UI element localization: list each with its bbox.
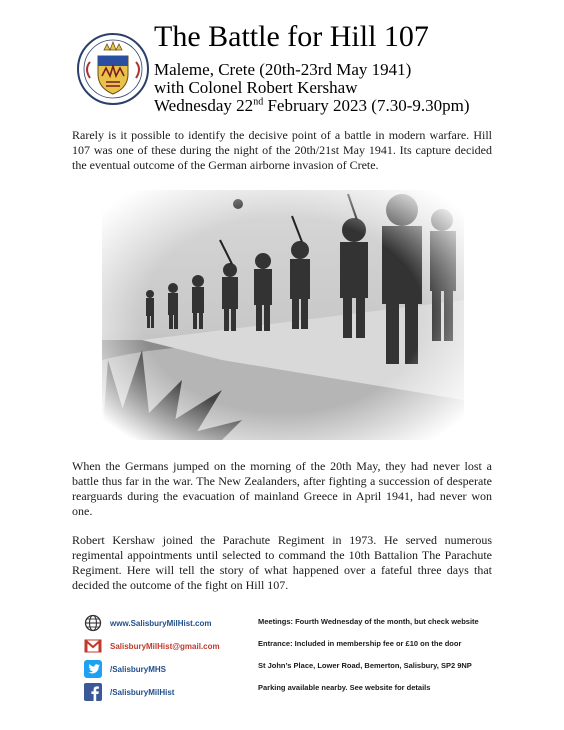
globe-icon bbox=[84, 614, 102, 632]
event-date bbox=[154, 96, 470, 116]
event-date-suffix: February 2023 (7.30-9.30pm) bbox=[263, 96, 470, 115]
facebook-text: /SalisburyMilHist bbox=[110, 687, 175, 697]
website-text: www.SalisburyMilHist.com bbox=[110, 618, 212, 628]
germans-paragraph: When the Germans jumped on the morning of the 20th May, they had never lost a battle thus far in the war. The New Zealanders, after fighting a succession of desperate rearguards during the evacuation of mainland Greece in April 1941, had never won one. bbox=[72, 459, 492, 518]
event-date-prefix: Wednesday 22 bbox=[154, 96, 254, 115]
address-info: St John’s Place, Lower Road, Bemerton, Salisbury, SP2 9NP bbox=[258, 661, 472, 670]
soldiers-marching-photo bbox=[102, 190, 464, 440]
email-link[interactable] bbox=[84, 635, 254, 657]
society-crest-icon bbox=[76, 32, 150, 106]
twitter-text: /SalisburyMHS bbox=[110, 664, 167, 674]
contact-list bbox=[84, 612, 254, 704]
speaker-bio-paragraph: Robert Kershaw joined the Parachute Regiment in 1973. He served numerous regimental appointments until selected to command the 10th Battalion The Parachute Regiment. Here will tell the story of what happened over a fateful three days that decided the outcome of the fight on Hill 107. bbox=[72, 533, 492, 592]
event-speaker: with Colonel Robert Kershaw bbox=[154, 78, 358, 97]
parking-info: Parking available nearby. See website for details bbox=[258, 683, 431, 692]
website-link[interactable] bbox=[84, 612, 254, 634]
event-info bbox=[258, 617, 548, 705]
intro-paragraph: Rarely is it possible to identify the decisive point of a battle in modern warfare. Hill 107 was one of these during the night of the 20th/21st May 1941. Its capture decided the eventual outcome of the German airborne invasion of Crete. bbox=[72, 128, 492, 172]
event-location: Maleme, Crete (20th-23rd May 1941) bbox=[154, 60, 412, 79]
twitter-link[interactable] bbox=[84, 658, 254, 680]
entrance-info: Entrance: Included in membership fee or £10 on the door bbox=[258, 639, 462, 648]
twitter-icon bbox=[84, 660, 102, 678]
email-text: SalisburyMilHist@gmail.com bbox=[110, 641, 220, 651]
event-date-ordinal: nd bbox=[253, 96, 264, 108]
meetings-info: Meetings: Fourth Wednesday of the month, but check website bbox=[258, 617, 479, 626]
page-title: The Battle for Hill 107 bbox=[154, 20, 429, 53]
facebook-icon bbox=[84, 683, 102, 701]
gmail-icon bbox=[84, 637, 102, 655]
facebook-link[interactable] bbox=[84, 681, 254, 703]
